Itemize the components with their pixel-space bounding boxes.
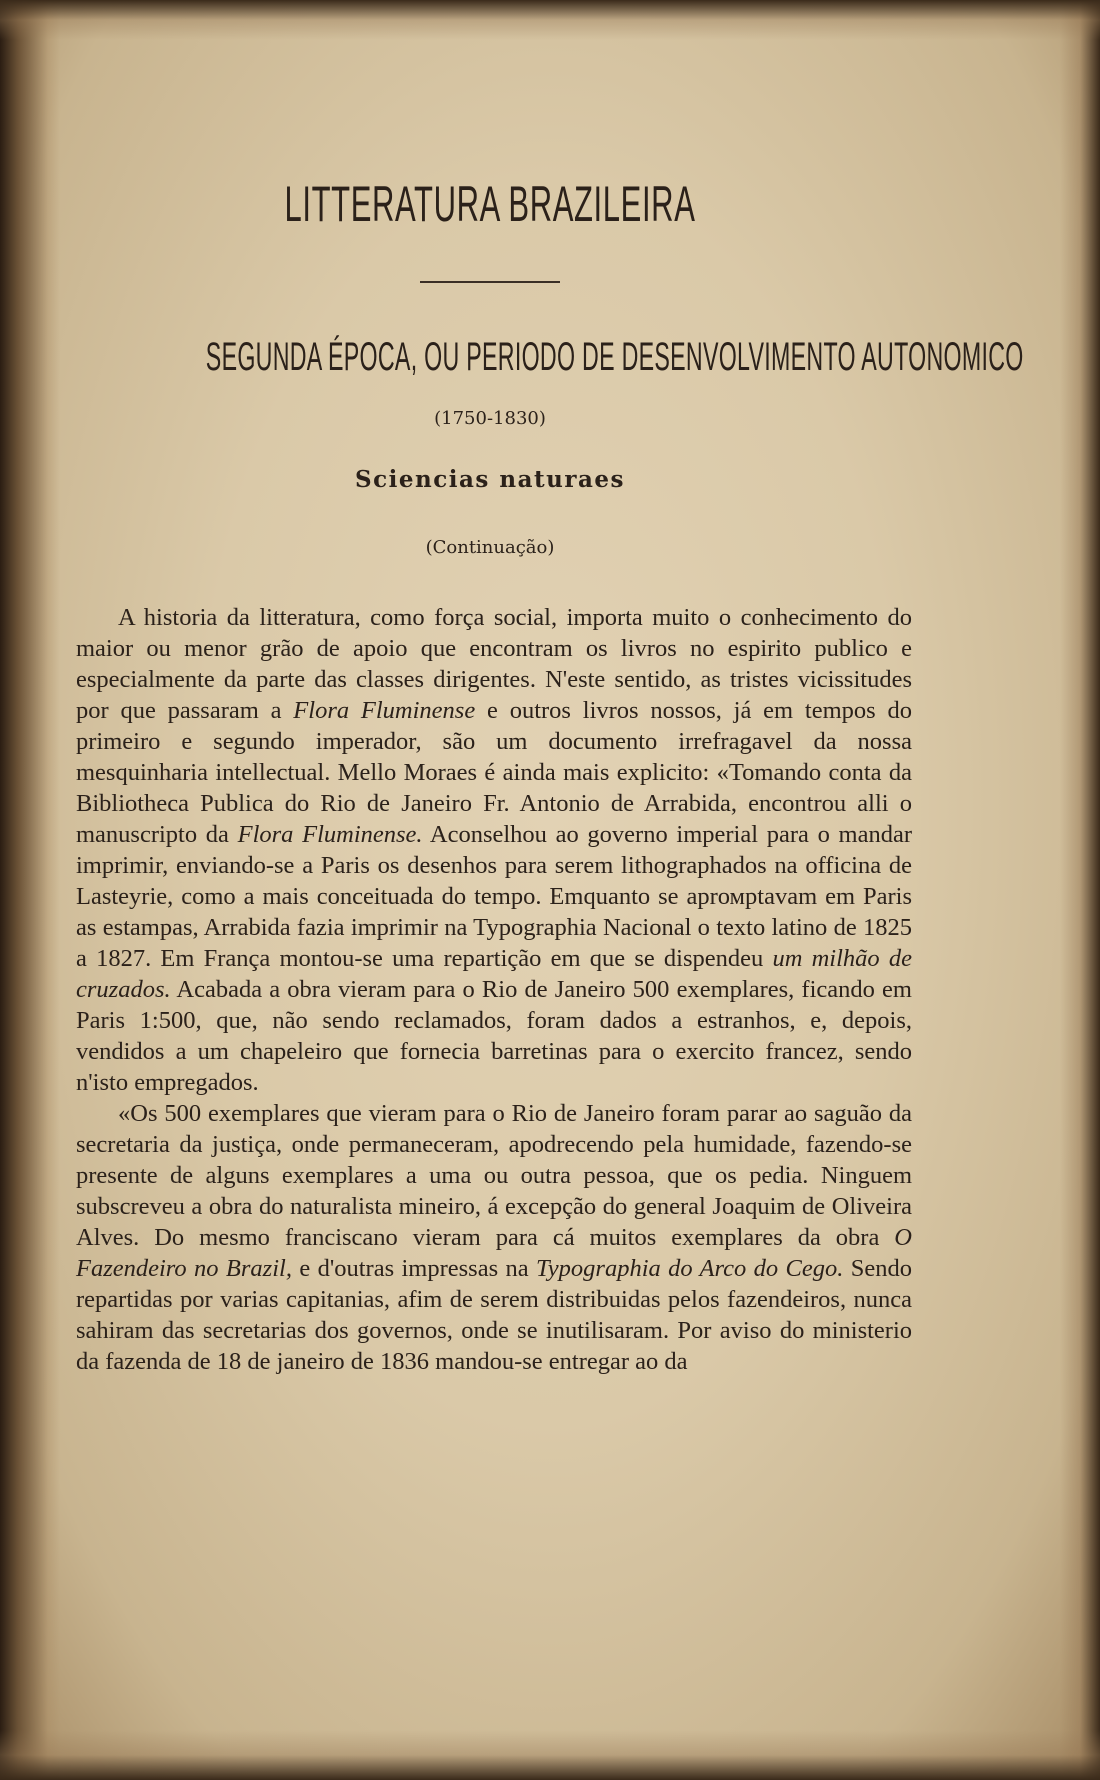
emphasis-um-milhao: um milhão de cruzados. [76, 945, 912, 1003]
title-divider [420, 281, 560, 283]
period-dates: (1750-1830) [434, 408, 546, 429]
paragraph-2-text-3: Sendo repartidas por varias capitanias, afim de serem distribuidas pelos fazendeiros, nunca sahiram das secretarias dos governos, onde se inutilisaram. Por aviso do ministerio da fazenda de 18 de janeiro de 1836 mandou-se entregar ao da [76, 1255, 912, 1375]
paragraph-2-text-2: e d'outras impressas na [291, 1255, 536, 1282]
book-title-flora-fluminense-2: Flora Fluminense. [237, 821, 423, 848]
book-title-flora-fluminense: Flora Fluminense [293, 697, 476, 724]
paragraph-1-text-4: Acabada a obra vieram para o Rio de Janeiro 500 exemplares, ficando em Paris 1:500, que, não sendo reclamados, foram dados a estranhos, e, depois, vendidos a um chapeleiro que fornecia barretinas para o exercito francez, sendo n'isto empregados. [76, 976, 912, 1096]
page-title: LITTERATURA BRAZILEIRA [284, 176, 696, 232]
publisher-arco-do-cego: Typographia do Arco do Cego. [535, 1255, 844, 1282]
paragraph-1-text-3: Aconselhou ao governo imperial para o mandar imprimir, enviando-se a Paris os desenhos para serem lithographados na officina de Lasteyrie, como a mais conceituada do tempo. Emquanto se aprомptavam em Paris as estampas, Arrabida fazia imprimir na Typographia Nacional o texto latino de 1825 a 1827. Em França montou-se uma repartição em que se dispendeu [76, 821, 912, 972]
chapter-subtitle: SEGUNDA ÉPOCA, OU PERIODO DE DESENVOLVIMENTO AUTONOMICO [205, 335, 1024, 379]
body-text [76, 602, 912, 1377]
paragraph-2 [76, 1098, 912, 1377]
paragraph-1-text-1: A historia da litteratura, como força social, importa muito o conhecimento do maior ou menor grão de apoio que encontram os livros no espirito publico e especialmente da parte das classes dirigentes. N'este sentido, as tristes vicissitudes por que passaram a [76, 604, 912, 724]
book-title-o-fazendeiro: O Fazendeiro no Brazil, [76, 1224, 912, 1282]
page-edge-top [0, 0, 1100, 40]
paragraph-2-text-1: «Os 500 exemplares que vieram para o Rio de Janeiro foram parar ao saguão da secretaria da justiça, onde permaneceram, apodrecendo pela humidade, fazendo-se presente de alguns exemplares a uma ou outra pessoa, que os pedia. Ninguem subscreveu a obra do naturalista mineiro, á excepção do general Joaquim de Oliveira Alves. Do mesmo franciscano vieram para cá muitos exemplares da obra [76, 1100, 912, 1251]
section-heading: Sciencias naturaes [355, 466, 625, 493]
page-edge-left [0, 0, 60, 1780]
continuation-note: (Continuação) [425, 537, 555, 558]
paragraph-1-text-2: e outros livros nossos, já em tempos do primeiro e segundo imperador, são um documento irrefragavel da nossa mesquinharia intellectual. Mello Moraes é ainda mais explicito: «Tomando conta da Bibliotheca Publica do Rio de Janeiro Fr. Antonio de Arrabida, encontrou alli o manuscripto da [76, 697, 912, 848]
paragraph-1 [76, 602, 912, 1098]
page-edge-bottom [0, 1730, 1100, 1780]
page-edge-right [1060, 0, 1100, 1780]
